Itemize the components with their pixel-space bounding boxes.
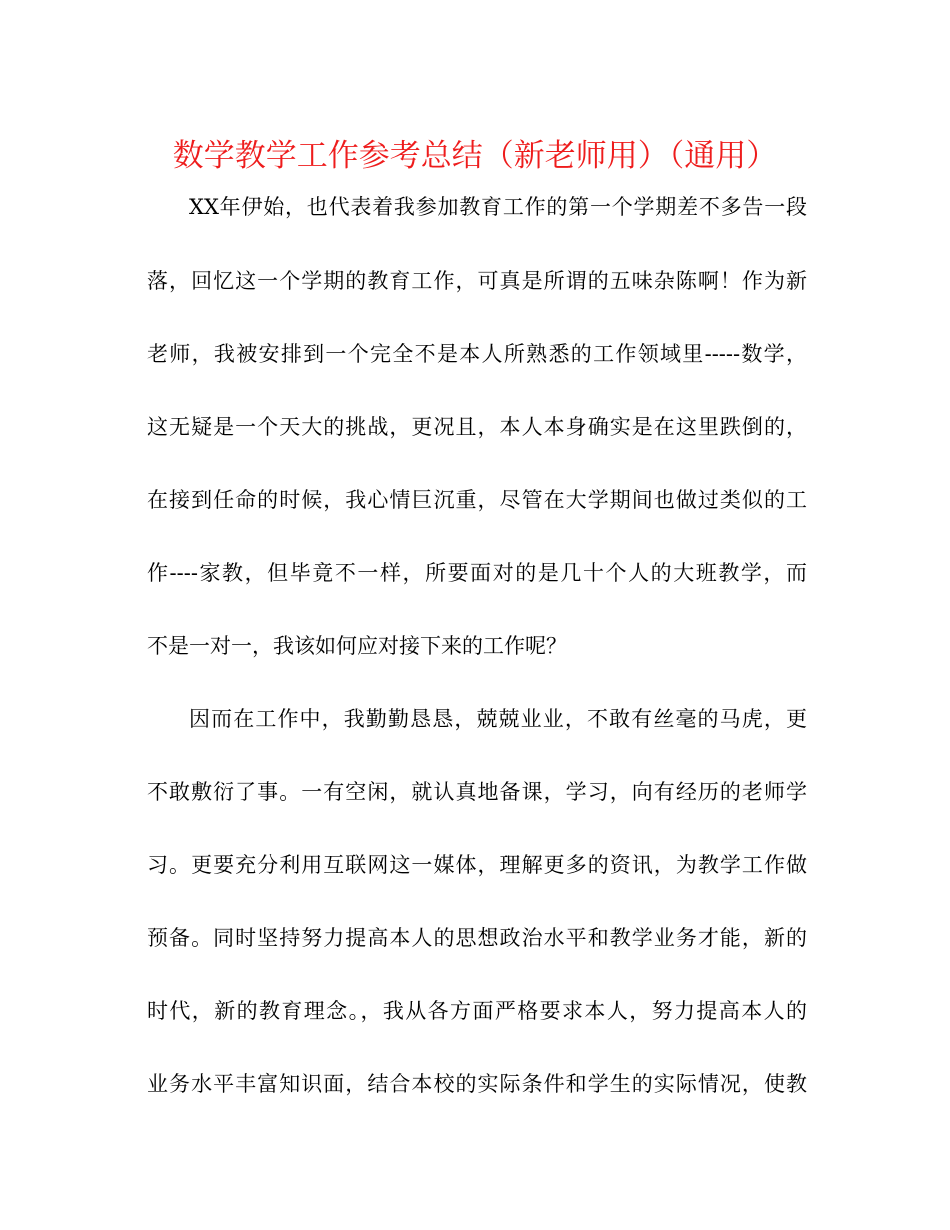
body-line: 老师，我被安排到一个完全不是本人所熟悉的工作领域里-----数学， xyxy=(147,342,807,366)
body-line: 这无疑是一个天大的挑战，更况且，本人本身确实是在这里跌倒的， xyxy=(147,415,807,439)
body-line: 作----家教，但毕竟不一样，所要面对的是几十个人的大班教学，而 xyxy=(147,561,807,585)
body-line: 不是一对一，我该如何应对接下来的工作呢？ xyxy=(147,634,567,658)
body-line: 不敢敷衍了事。一有空闲，就认真地备课，学习，向有经历的老师学 xyxy=(147,780,807,804)
body-line: 预备。同时坚持努力提高本人的思想政治水平和教学业务才能，新的 xyxy=(147,926,807,950)
body-line: XX年伊始，也代表着我参加教育工作的第一个学期差不多告一段 xyxy=(189,195,807,219)
body-line: 时代，新的教育理念。，我从各方面严格要求本人，努力提高本人的 xyxy=(147,999,807,1023)
body-line: 习。更要充分利用互联网这一媒体，理解更多的资讯，为教学工作做 xyxy=(147,853,807,877)
body-line: 落，回忆这一个学期的教育工作，可真是所谓的五味杂陈啊！作为新 xyxy=(147,269,807,293)
document-title: 数学教学工作参考总结（新老师用）（通用） xyxy=(172,138,778,174)
body-line: 因而在工作中，我勤勤恳恳，兢兢业业，不敢有丝毫的马虎，更 xyxy=(189,707,807,731)
body-line: 在接到任命的时候，我心情巨沉重，尽管在大学期间也做过类似的工 xyxy=(147,488,807,512)
body-line: 业务水平丰富知识面，结合本校的实际条件和学生的实际情况，使教 xyxy=(147,1072,807,1096)
